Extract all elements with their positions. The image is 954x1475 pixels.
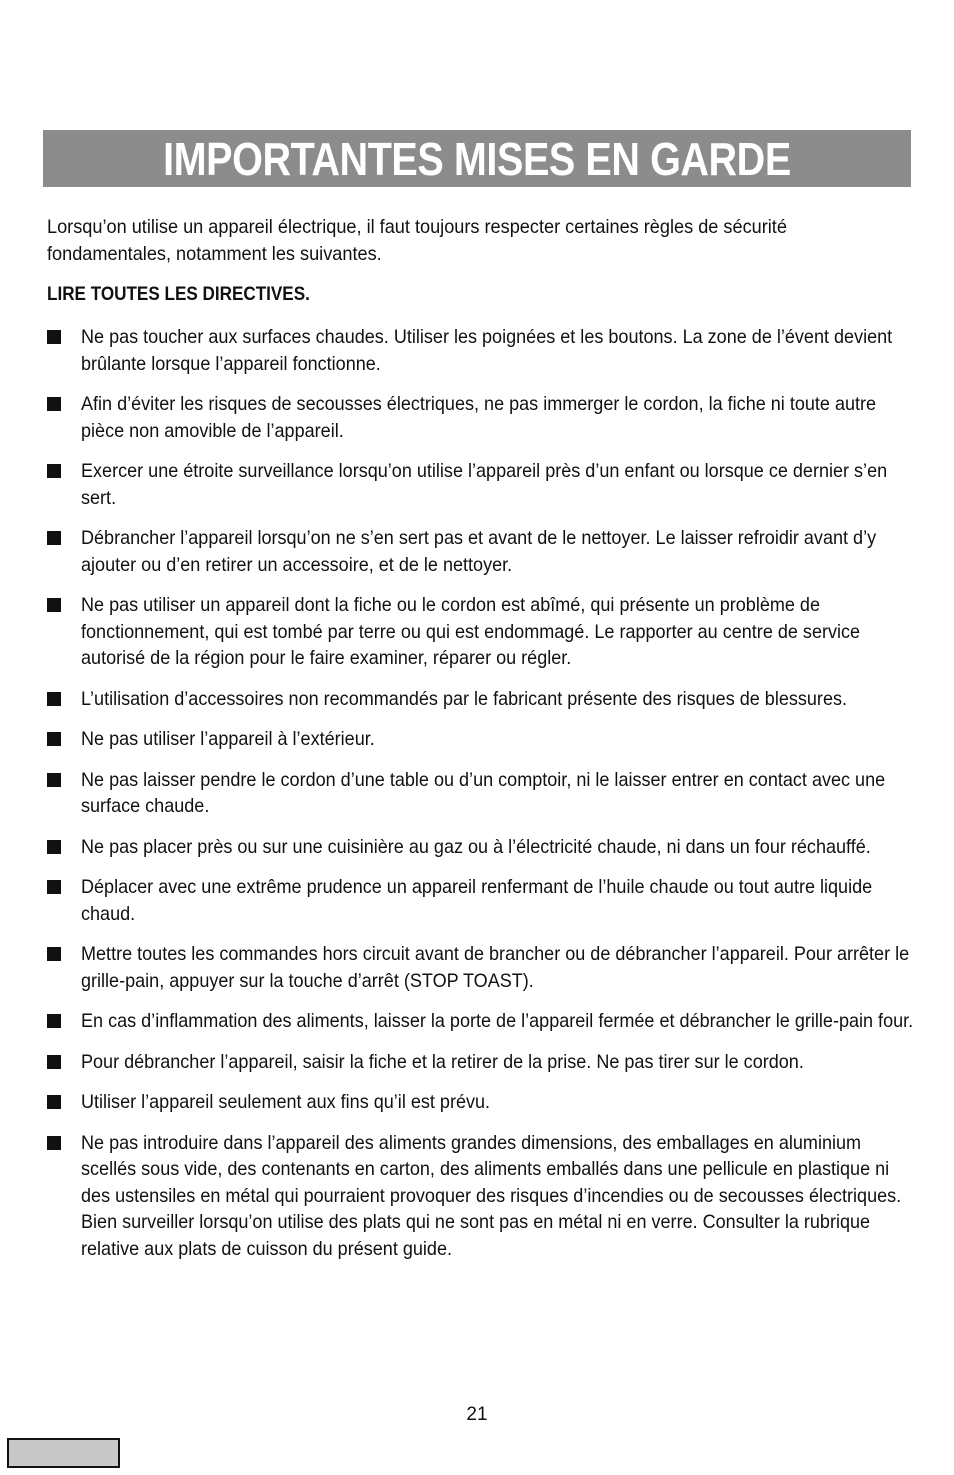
square-bullet-icon [47,773,61,787]
safety-item-text: Utiliser l’appareil seulement aux fins qu’il est prévu. [81,1091,491,1113]
safety-item [47,458,937,511]
square-bullet-icon [47,840,61,854]
page-title: IMPORTANTES MISES EN GARDE [163,132,791,185]
safety-item [47,525,937,578]
safety-item [47,834,937,861]
safety-item-text: Ne pas utiliser un appareil dont la fiche ou le cordon est abîmé, qui présente un problème de fonctionnement, qui est tombé par terre ou qui est endommagé. Le rapporter au centre de service autorisé de la région pour le faire examiner, réparer ou régler. [81,594,861,669]
safety-item-text: Afin d’éviter les risques de secousses électriques, ne pas immerger le cordon, la fiche ni toute autre pièce non amovible de l’appareil. [81,393,877,442]
title-banner [43,130,911,187]
safety-item [47,767,937,820]
intro-paragraph: Lorsqu’on utilise un appareil électrique, il faut toujours respecter certaines règles de sécurité fondamentales, notamment les suivantes. [47,216,787,265]
safety-item-text: Déplacer avec une extrême prudence un appareil renfermant de l’huile chaude ou tout autre liquide chaud. [81,876,873,925]
square-bullet-icon [47,1014,61,1028]
safety-item [47,592,937,672]
safety-item [47,686,937,713]
square-bullet-icon [47,598,61,612]
square-bullet-icon [47,880,61,894]
safety-item-text: Pour débrancher l’appareil, saisir la fiche et la retirer de la prise. Ne pas tirer sur le cordon. [81,1050,804,1073]
directive-heading: LIRE TOUTES LES DIRECTIVES. [47,284,310,305]
safety-item-text: Ne pas toucher aux surfaces chaudes. Utiliser les poignées et les boutons. La zone de l’évent devient brûlante lorsque l’appareil fonctionne. [81,326,893,375]
safety-item-text: Exercer une étroite surveillance lorsqu’on utilise l’appareil près d’un enfant ou lorsque ce dernier s’en sert. [81,460,888,509]
safety-item-text: L’utilisation d’accessoires non recommandés par le fabricant présente des risques de blessures. [81,687,848,710]
safety-list [47,324,937,1276]
safety-item [47,324,937,377]
safety-item [47,1008,937,1035]
square-bullet-icon [47,464,61,478]
safety-item [47,1049,937,1076]
safety-item-text: En cas d’inflammation des aliments, laisser la porte de l’appareil fermée et débrancher le grille-pain four. [81,1010,914,1032]
safety-item-text: Ne pas utiliser l’appareil à l’extérieur. [81,728,375,750]
square-bullet-icon [47,1055,61,1069]
safety-item [47,726,937,753]
square-bullet-icon [47,1136,61,1150]
square-bullet-icon [47,732,61,746]
safety-item [47,391,937,444]
square-bullet-icon [47,330,61,344]
corner-tab [7,1438,120,1468]
safety-item-text: Ne pas introduire dans l’appareil des aliments grandes dimensions, des emballages en aluminium scellés sous vide, des contenants en carton, des aliments emballés dans une pellicule en plastique ni des ustensiles en métal qui pourraient provoquer des risques d’incendies ou de secousses électriques. Bien surveiller lorsqu’on utilise des plats qui ne sont pas en métal ni en verre. Consulter la rubrique relative aux plats de cuisson du présent guide. [81,1131,902,1260]
safety-item [47,941,937,994]
square-bullet-icon [47,397,61,411]
safety-item-text: Ne pas laisser pendre le cordon d’une table ou d’un comptoir, ni le laisser entrer en contact avec une surface chaude. [81,768,886,817]
safety-item [47,1089,937,1116]
square-bullet-icon [47,1095,61,1109]
square-bullet-icon [47,531,61,545]
safety-item [47,874,937,927]
safety-item [47,1130,937,1263]
square-bullet-icon [47,692,61,706]
safety-item-text: Débrancher l’appareil lorsqu’on ne s’en sert pas et avant de le nettoyer. Le laisser refroidir avant d’y ajouter ou d’en retirer un accessoire, et de le nettoyer. [81,527,877,576]
safety-item-text: Mettre toutes les commandes hors circuit avant de brancher ou de débrancher l’appareil. Pour arrêter le grille-pain, appuyer sur la touche d’arrêt (STOP TOAST). [81,943,910,992]
page-number: 21 [466,1404,488,1425]
square-bullet-icon [47,947,61,961]
safety-item-text: Ne pas placer près ou sur une cuisinière au gaz ou à l’électricité chaude, ni dans un four réchauffé. [81,835,871,858]
